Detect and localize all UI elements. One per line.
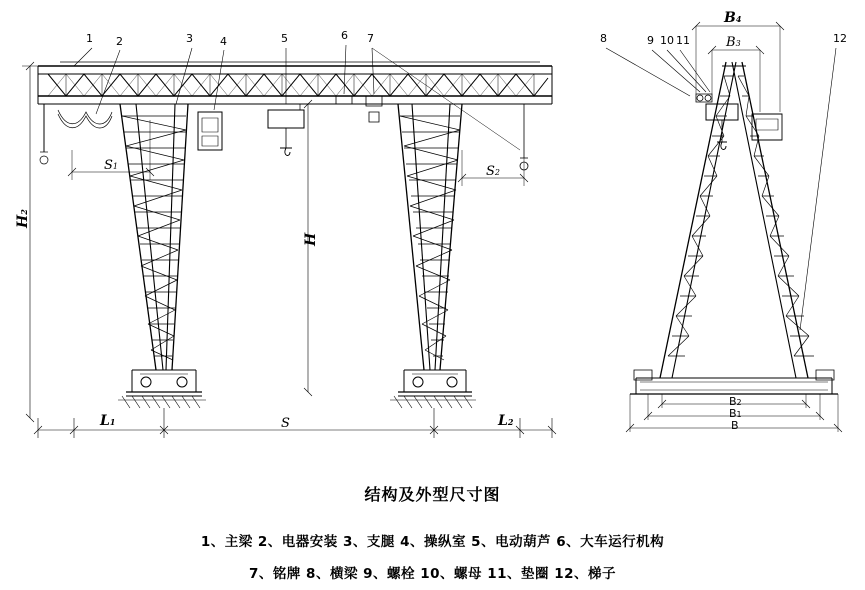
callout-4: 4	[220, 35, 227, 48]
side-view-group	[606, 22, 842, 432]
callout-1: 1	[86, 32, 93, 45]
callout-7: 7	[367, 32, 374, 45]
dimension-B4: B4	[724, 10, 742, 26]
dimension-L2: L2	[498, 413, 514, 429]
dimension-B2: B2	[729, 395, 742, 408]
callout-9: 9	[647, 34, 654, 47]
dimension-B3: B3	[726, 35, 741, 50]
callout-2: 2	[116, 35, 123, 48]
dimension-H: H	[303, 232, 319, 246]
dimension-S2: S2	[486, 164, 500, 179]
callout-12: 12	[833, 32, 847, 45]
legend-line-1: 1、主梁 2、电器安装 3、支腿 4、操纵室 5、电动葫芦 6、大车运行机构	[200, 534, 665, 550]
dimension-H2: H2	[15, 209, 31, 228]
callout-5: 5	[281, 32, 288, 45]
dimension-S: S	[281, 416, 290, 431]
callout-10: 10	[660, 34, 674, 47]
dimension-B1: B1	[729, 407, 742, 420]
front-view-group	[22, 45, 556, 438]
dimension-S1: S1	[104, 158, 118, 173]
legend-line-2: 7、铭牌 8、横梁 9、螺栓 10、螺母 11、垫圈 12、梯子	[248, 566, 617, 582]
dimension-B: B	[731, 419, 739, 432]
callout-6: 6	[341, 29, 348, 42]
callout-11: 11	[676, 34, 690, 47]
figure-title: 结构及外型尺寸图	[364, 485, 501, 504]
callout-8: 8	[600, 32, 607, 45]
callout-3: 3	[186, 32, 193, 45]
dimension-L1: L1	[100, 413, 116, 429]
